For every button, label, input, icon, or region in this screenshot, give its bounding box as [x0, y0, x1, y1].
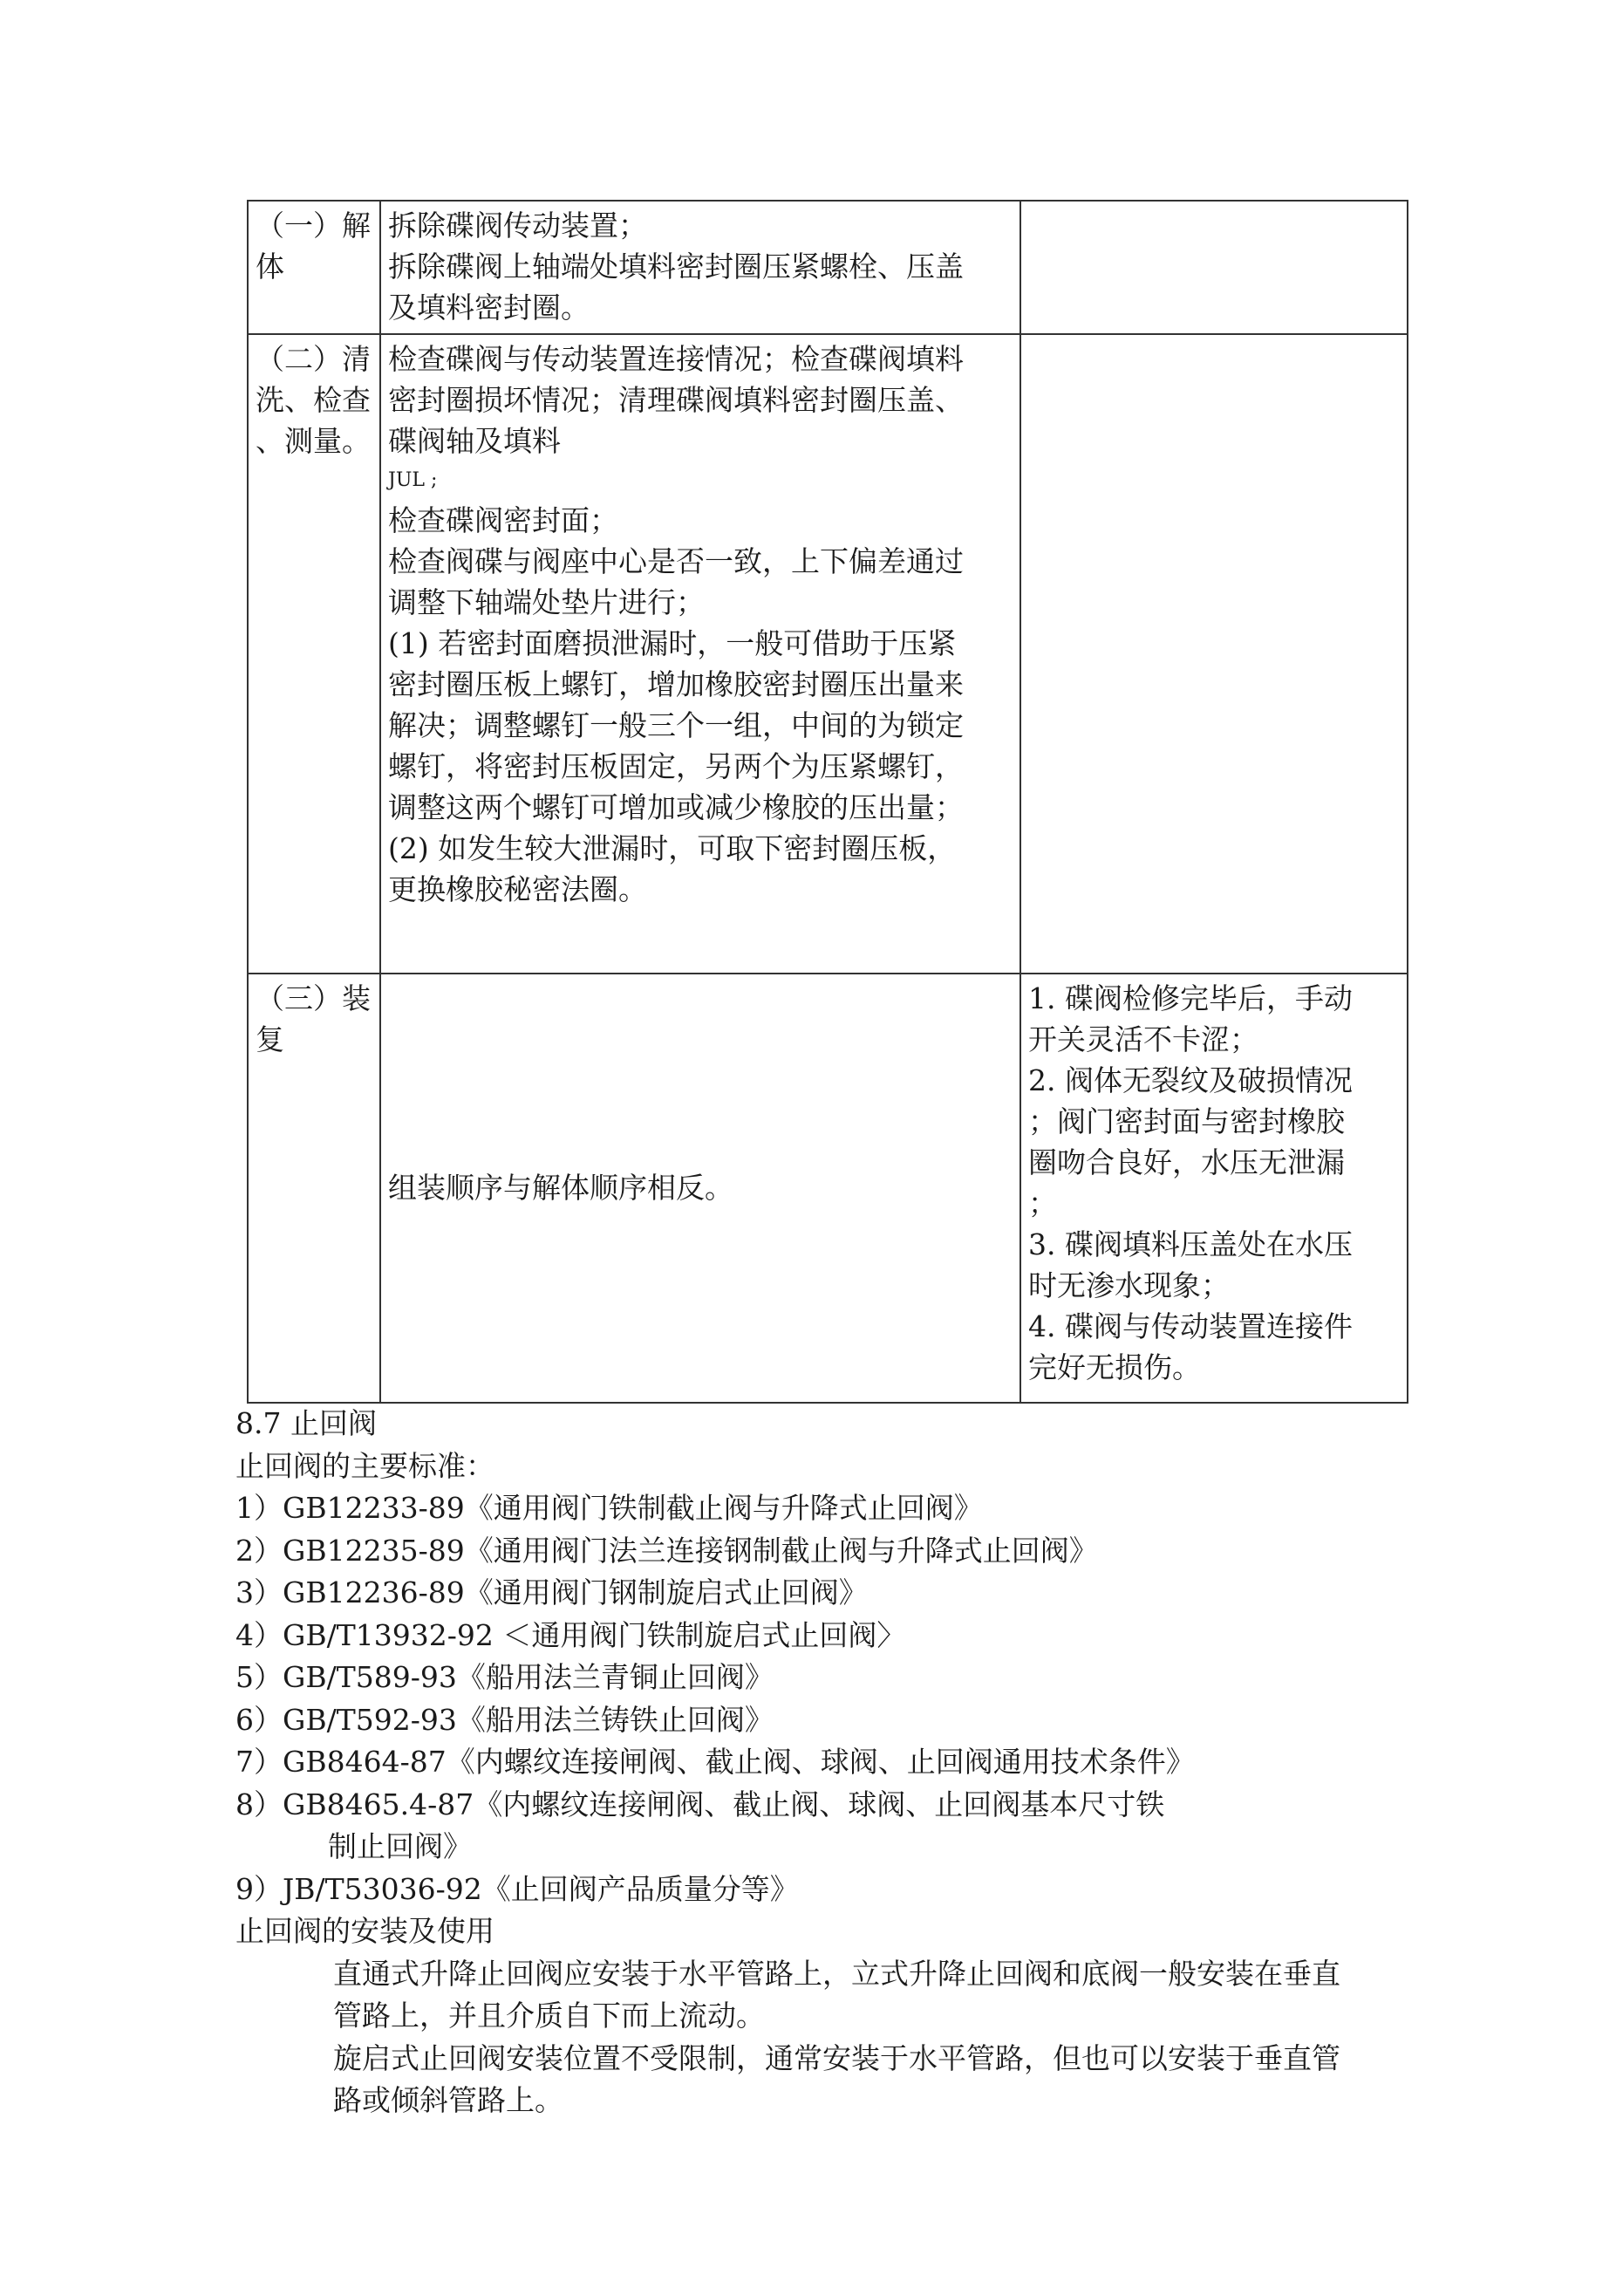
- content-line: 检查阀碟与阀座中心是否一致，上下偏差通过: [388, 544, 964, 578]
- step-content-cell: [380, 334, 1020, 974]
- step-label-line: 复: [256, 1022, 284, 1056]
- check-valve-section: [235, 1403, 1456, 2122]
- standard-item: 1）GB12233-89《通用阀门铁制截止阀与升降式止回阀》: [235, 1491, 983, 1525]
- standard-line: 4. 碟阀与传动装置连接件: [1028, 1309, 1353, 1343]
- content-line: 调整下轴端处垫片进行；: [388, 585, 705, 619]
- standard-item: 9）JB/T53036-92《止回阀产品质量分等》: [235, 1871, 799, 1906]
- content-line: 拆除碟阀传动装置；: [388, 208, 647, 243]
- standard-cell: [1020, 201, 1408, 334]
- content-line: 密封圈压板上螺钉，增加橡胶密封圈压出量来: [388, 667, 964, 701]
- content-line: 拆除碟阀上轴端处填料密封圈压紧螺栓、压盖: [388, 249, 964, 284]
- content-line: 解决；调整螺钉一般三个一组，中间的为锁定: [388, 708, 964, 742]
- table-row: [248, 974, 1408, 1403]
- standard-line: 1. 碟阀检修完毕后，手动: [1028, 981, 1353, 1015]
- install-paragraph-line: 管路上，并且介质自下而上流动。: [333, 1999, 765, 2033]
- content-line: 调整这两个螺钉可增加或减少橡胶的压出量；: [388, 790, 964, 824]
- maintenance-table: [247, 200, 1408, 1404]
- table-row: [248, 201, 1408, 334]
- standard-line: ；: [1028, 1186, 1057, 1220]
- standard-line: 圈吻合良好，水压无泄漏: [1028, 1145, 1345, 1179]
- standard-line: ；阀门密封面与密封橡胶: [1028, 1104, 1345, 1138]
- standard-item: 8）GB8465.4-87《内螺纹连接闸阀、截止阀、球阀、止回阀基本尺寸铁: [235, 1787, 1165, 1821]
- standards-title: 止回阀的主要标准：: [235, 1448, 494, 1483]
- step-label-line: （二）清: [256, 342, 371, 376]
- content-line: 密封圈损坏情况；清理碟阀填料密封圈压盖、: [388, 383, 964, 417]
- content-line: 及填料密封圈。: [388, 290, 590, 325]
- standard-item: 3）GB12236-89《通用阀门钢制旋启式止回阀》: [235, 1575, 868, 1609]
- step-label-cell: [248, 334, 380, 974]
- content-line: (1) 若密封面磨损泄漏时，一般可借助于压紧: [388, 626, 957, 660]
- step-content-cell: [380, 974, 1020, 1403]
- table-row: [248, 334, 1408, 974]
- standard-line: 时无渗水现象；: [1028, 1268, 1230, 1302]
- content-line: 螺钉，将密封压板固定，另两个为压紧螺钉，: [388, 749, 964, 783]
- standard-item: 2）GB12235-89《通用阀门法兰连接钢制截止阀与升降式止回阀》: [235, 1533, 1098, 1568]
- section-heading: 8.7 止回阀: [235, 1406, 377, 1440]
- standard-item-continuation: 制止回阀》: [328, 1829, 472, 1863]
- content-line: 组装顺序与解体顺序相反。: [388, 1170, 733, 1205]
- content-line: JUL ;: [388, 469, 438, 491]
- standard-line: 2. 阀体无裂纹及破损情况: [1028, 1063, 1353, 1097]
- install-paragraph-line: 旋启式止回阀安装位置不受限制，通常安装于水平管路，但也可以安装于垂直管: [333, 2040, 1340, 2075]
- standard-item: 4）GB/T13932-92 ＜通用阀门铁制旋启式止回阀〉: [235, 1617, 906, 1652]
- content-line: (2) 如发生较大泄漏时，可取下密封圈压板，: [388, 831, 957, 865]
- step-label-line: （一）解: [256, 208, 371, 243]
- install-paragraph-line: 直通式升降止回阀应安装于水平管路上，立式升降止回阀和底阀一般安装在垂直: [333, 1956, 1340, 1991]
- install-paragraph-line: 路或倾斜管路上。: [333, 2083, 563, 2117]
- step-label-line: 体: [256, 249, 284, 284]
- step-label-cell: [248, 201, 380, 334]
- standard-item: 5）GB/T589-93《船用法兰青铜止回阀》: [235, 1660, 774, 1694]
- step-content-cell: [380, 201, 1020, 334]
- standard-line: 开关灵活不卡涩；: [1028, 1022, 1258, 1056]
- step-label-line: （三）装: [256, 981, 371, 1015]
- standard-cell: [1020, 334, 1408, 974]
- content-line: 检查碟阀密封面；: [388, 503, 618, 537]
- standard-cell: [1020, 974, 1408, 1403]
- content-line: 检查碟阀与传动装置连接情况；检查碟阀填料: [388, 342, 964, 376]
- standard-item: 7）GB8464-87《内螺纹连接闸阀、截止阀、球阀、止回阀通用技术条件》: [235, 1745, 1195, 1779]
- content-line: 更换橡胶秘密法圈。: [388, 872, 647, 906]
- step-label-cell: [248, 974, 380, 1403]
- install-title: 止回阀的安装及使用: [235, 1914, 494, 1948]
- step-label-line: 洗、检查: [256, 383, 371, 417]
- standard-line: 3. 碟阀填料压盖处在水压: [1028, 1227, 1353, 1261]
- content-line: 碟阀轴及填料: [388, 424, 561, 458]
- standard-line: 完好无损伤。: [1028, 1350, 1201, 1384]
- step-label-line: 、测量。: [256, 424, 371, 458]
- standard-item: 6）GB/T592-93《船用法兰铸铁止回阀》: [235, 1702, 774, 1737]
